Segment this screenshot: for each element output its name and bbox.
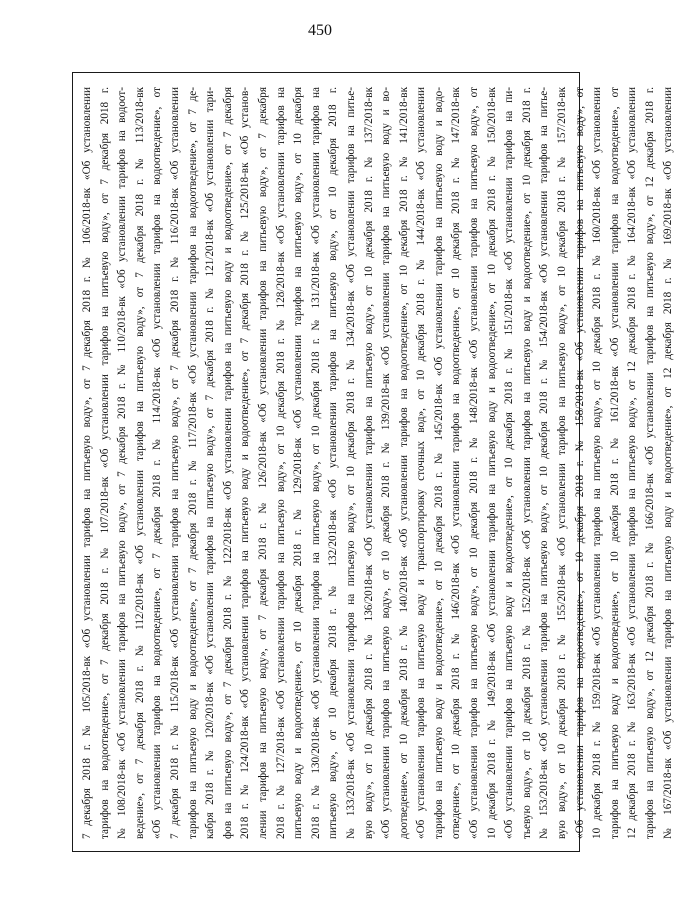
- text-line: вую воду», от 10 декабря 2018 г. № 136/2018-вк «Об установлении тарифов на питьевую воду», от 10 декабря 2018 г. № 137/2018-вк: [362, 87, 375, 839]
- page-number: 450: [308, 22, 332, 39]
- text-line: отведение», от 10 декабря 2018 г. № 146/2018-вк «Об установлении тарифов на водоотведение», от 10 декабря 2018 г. № 147/2018-вк: [450, 87, 463, 839]
- text-line: 2018 г. № 130/2018-вк «Об установлении тарифов на питьевую воду», от 10 декабря 2018 г. № 131/2018-вк «Об установлении тарифов на: [309, 87, 322, 839]
- text-line: тарифов на питьевую воду и водоотведение», от 7 декабря 2018 г. № 117/2018-вк «Об установлении тарифов на водоотведение», от 7 де-: [186, 87, 199, 839]
- text-line: «Об установлении тарифов на питьевую воду и водоотведение», от 10 декабря 2018 г. № 151/2018-вк «Об установлении тарифов на пи-: [503, 87, 516, 839]
- text-line: доотведение», от 10 декабря 2018 г. № 140/2018-вк «Об установлении тарифов на водоотведение», от 10 декабря 2018 г. № 141/2018-вк: [397, 87, 410, 839]
- table-cell-frame: [72, 72, 674, 852]
- text-line: 7 декабря 2018 г. № 105/2018-вк «Об установлении тарифов на питьевую воду», от 7 декабря 2018 г. № 106/2018-вк «Об установлении: [81, 87, 93, 839]
- text-line: лении тарифов на питьевую воду», от 7 декабря 2018 г. № 126/2018-вк «Об установлении тарифов на питьевую воду», от 7 декабря: [256, 87, 269, 839]
- text-line: 12 декабря 2018 г. № 163/2018-вк «Об установлении тарифов на питьевую воду», от 12 декабря 2018 г. № 164/2018-вк «Об установлении: [626, 87, 639, 839]
- text-line: ведение», от 7 декабря 2018 г. № 112/2018-вк «Об установлении тарифов на питьевую воду», от 7 декабря 2018 г. № 113/2018-вк: [133, 87, 146, 839]
- text-line: 10 декабря 2018 г. № 159/2018-вк «Об установлении тарифов на питьевую воду», от 10 декабря 2018 г. № 160/2018-вк «Об установлении: [591, 87, 604, 839]
- text-line: 10 декабря 2018 г. № 149/2018-вк «Об установлении тарифов на питьевую воду и водоотведение», от 10 декабря 2018 г. № 150/2018-вк: [485, 87, 498, 839]
- text-line: № 133/2018-вк «Об установлении тарифов на питьевую воду», от 10 декабря 2018 г. № 134/2018-вк «Об установлении тарифов на питье-: [344, 87, 357, 839]
- text-line: 2018 г. № 127/2018-вк «Об установлении тарифов на питьевую воду», от 10 декабря 2018 г. № 128/2018-вк «Об установлении тарифов на: [274, 87, 287, 839]
- text-line: «Об установлении тарифов на водоотведение», от 7 декабря 2018 г. № 114/2018-вк «Об установлении тарифов на водоотведение», от: [151, 87, 164, 839]
- text-line: 2018 г. № 124/2018-вк «Об установлении тарифов на питьевую воду и водоотведение», от 7 декабря 2018 г. № 125/2018-вк «Об установ-: [239, 87, 252, 839]
- text-line: тьевую воду», от 10 декабря 2018 г. № 152/2018-вк «Об установлении тарифов на питьевую воду и водоотведение», от 10 декабря 2018 г.: [520, 87, 533, 839]
- text-line: питьевую воду», от 10 декабря 2018 г. № 132/2018-вк «Об установлении тарифов на питьевую воду», от 10 декабря 2018 г.: [327, 87, 340, 839]
- text-line: № 167/2018-вк «Об установлении тарифов на питьевую воду и водоотведение», от 12 декабря 2018 г. № 169/2018-вк «Об установлении: [661, 87, 674, 839]
- text-line: «Об установлении тарифов на водоотведение», от 10 декабря 2018 г. № 158/2018-вк «Об установлении тарифов на питьевую воду», от: [573, 87, 586, 839]
- text-line: тарифов на питьевую воду и водоотведение», от 10 декабря 2018 г. № 161/2018-вк «Об установлении тарифов на водоотведение», от: [608, 87, 621, 839]
- text-line: тарифов на питьевую воду и водоотведение», от 10 декабря 2018 г. № 145/2018-вк «Об установлении тарифов на питьевую воду и водо-: [432, 87, 445, 839]
- text-line: «Об установлении тарифов на питьевую воду», от 10 декабря 2018 г. № 139/2018-вк «Об установлении тарифов на питьевую воду и во-: [380, 87, 393, 839]
- text-line: № 108/2018-вк «Об установлении тарифов на питьевую воду», от 7 декабря 2018 г. № 110/2018-вк «Об установлении тарифов на водоот-: [116, 87, 129, 839]
- text-line: тарифов на водоотведение», от 7 декабря 2018 г. № 107/2018-вк «Об установлении тарифов на питьевую воду», от 7 декабря 2018 г.: [98, 87, 111, 839]
- text-line: тарифов на питьевую воду», от 12 декабря 2018 г. № 166/2018-вк «Об установлении тарифов на питьевую воду», от 12 декабря 2018 г.: [644, 87, 656, 839]
- text-line: 7 декабря 2018 г. № 115/2018-вк «Об установлении тарифов на питьевую воду», от 7 декабря 2018 г. № 116/2018-вк «Об установлении: [168, 87, 181, 839]
- text-line: питьевую воду и водоотведение», от 10 декабря 2018 г. № 129/2018-вк «Об установлении тарифов на питьевую воду», от 10 декабря: [292, 87, 305, 839]
- rotated-text-block: [77, 81, 674, 845]
- text-line: фов на питьевую воду», от 7 декабря 2018 г. № 122/2018-вк «Об установлении тарифов на питьевую воду и водоотведение», от 7 декабря: [221, 87, 234, 839]
- text-line: кабря 2018 г. № 120/2018-вк «Об установлении тарифов на питьевую воду», от 7 декабря 2018 г. № 121/2018-вк «Об установлении тари-: [204, 87, 217, 839]
- text-line: «Об установлении тарифов на питьевую воду», от 10 декабря 2018 г. № 148/2018-вк «Об установлении тарифов на питьевую воду», от: [468, 87, 481, 839]
- text-line: «Об установлении тарифов на питьевую воду и транспортировку сточных вод», от 10 декабря 2018 г. № 144/2018-вк «Об установлении: [415, 87, 428, 839]
- text-line: № 153/2018-вк «Об установлении тарифов на питьевую воду», от 10 декабря 2018 г. № 154/2018-вк «Об установлении тарифов на питье-: [538, 87, 551, 839]
- text-line: вую воду», от 10 декабря 2018 г. № 155/2018-вк «Об установлении тарифов на питьевую воду», от 10 декабря 2018 г. № 157/2018-вк: [556, 87, 569, 839]
